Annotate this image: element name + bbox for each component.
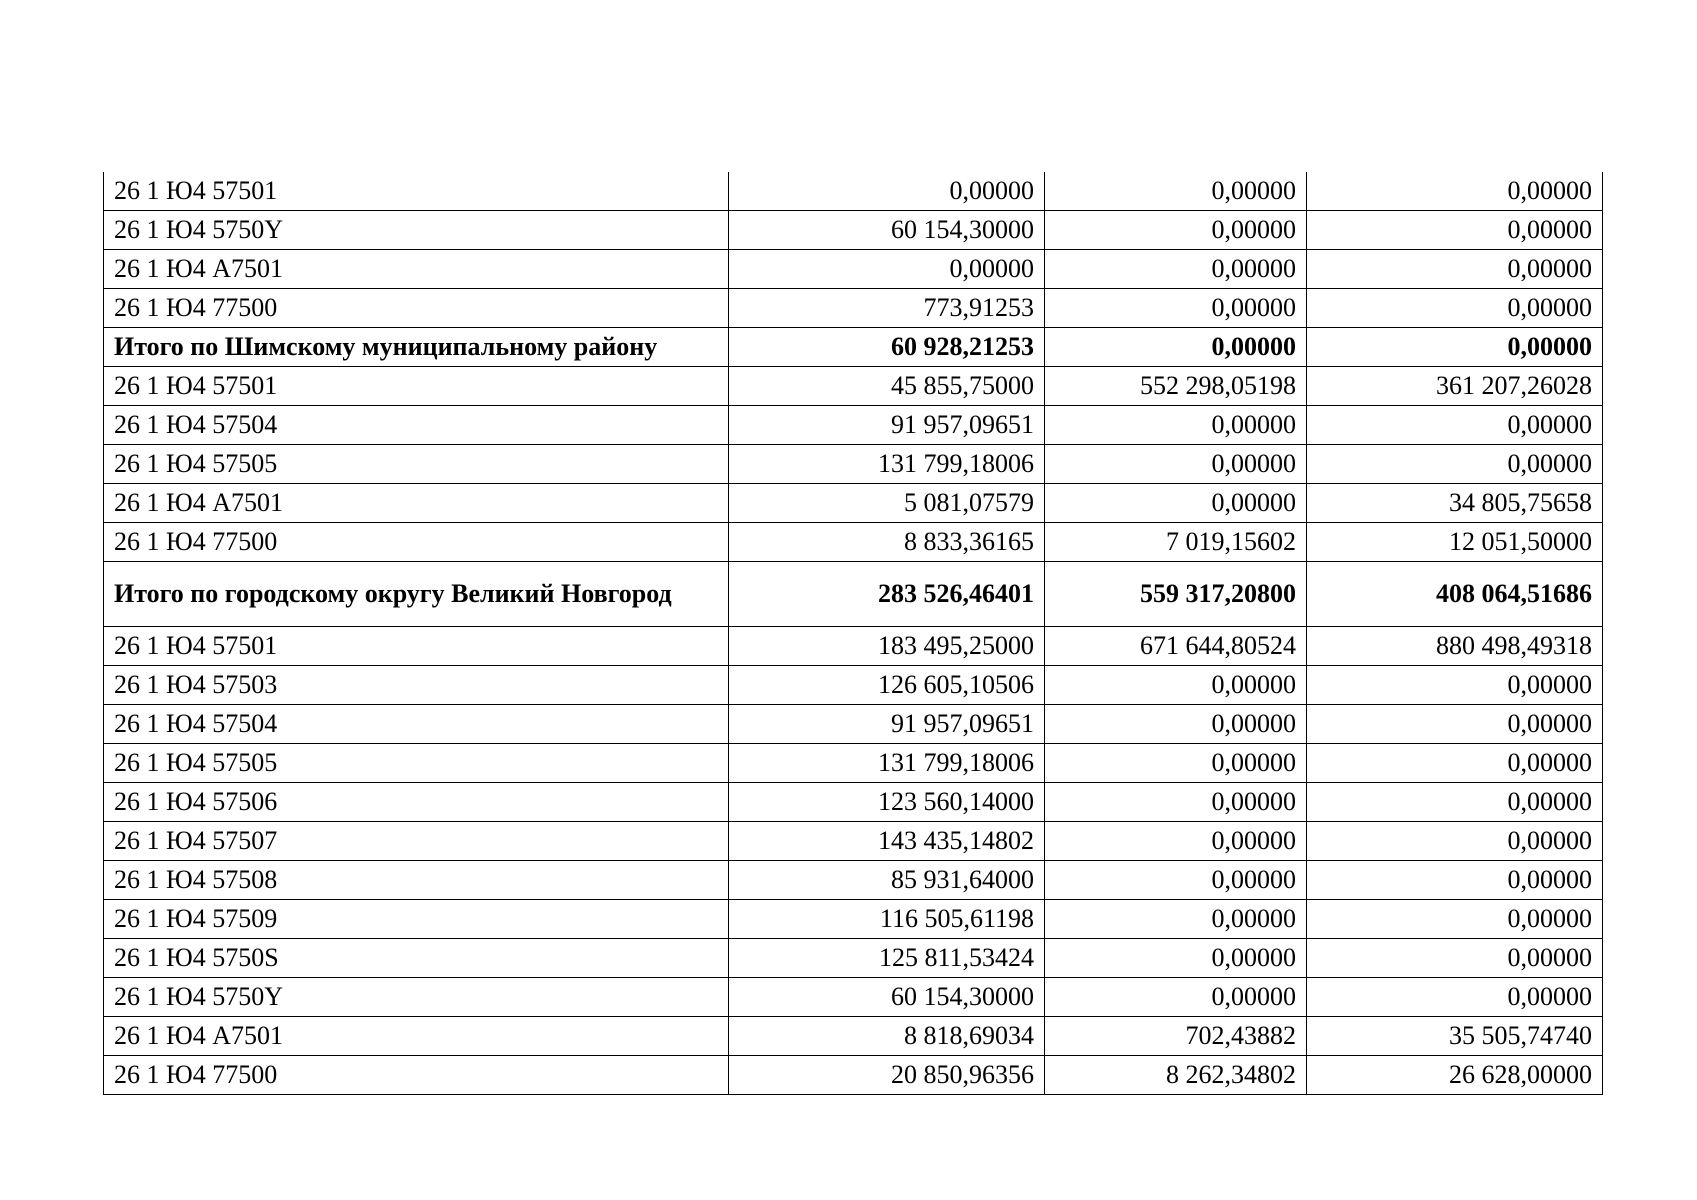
table-row [104,783,1603,822]
row-label-cell: 26 1 Ю4 A7501 [104,250,729,289]
value-cell-3: 34 805,75658 [1307,484,1603,523]
row-label-cell: 26 1 Ю4 57505 [104,744,729,783]
value-cell-1: 183 495,25000 [729,627,1045,666]
value-cell-1: 85 931,64000 [729,861,1045,900]
value-cell-1: 773,91253 [729,289,1045,328]
table-row [104,666,1603,705]
value-cell-1: 0,00000 [729,250,1045,289]
row-label-cell: 26 1 Ю4 57501 [104,627,729,666]
value-cell-2: 0,00000 [1045,822,1307,861]
value-cell-1: 116 505,61198 [729,900,1045,939]
value-cell-2: 552 298,05198 [1045,367,1307,406]
value-cell-3: 408 064,51686 [1307,562,1603,627]
row-label-cell: 26 1 Ю4 77500 [104,289,729,328]
value-cell-3: 361 207,26028 [1307,367,1603,406]
value-cell-3: 0,00000 [1307,328,1603,367]
value-cell-2: 0,00000 [1045,406,1307,445]
table-row [104,705,1603,744]
table-row [104,406,1603,445]
table-row [104,211,1603,250]
value-cell-2: 0,00000 [1045,172,1307,211]
value-cell-2: 0,00000 [1045,250,1307,289]
value-cell-2: 0,00000 [1045,328,1307,367]
table-row [104,250,1603,289]
value-cell-1: 60 928,21253 [729,328,1045,367]
value-cell-2: 7 019,15602 [1045,523,1307,562]
value-cell-2: 0,00000 [1045,861,1307,900]
value-cell-1: 8 818,69034 [729,1017,1045,1056]
value-cell-3: 0,00000 [1307,861,1603,900]
value-cell-2: 8 262,34802 [1045,1056,1307,1095]
value-cell-1: 0,00000 [729,172,1045,211]
value-cell-3: 26 628,00000 [1307,1056,1603,1095]
value-cell-2: 0,00000 [1045,900,1307,939]
value-cell-2: 559 317,20800 [1045,562,1307,627]
value-cell-3: 0,00000 [1307,783,1603,822]
row-label-cell: 26 1 Ю4 57508 [104,861,729,900]
row-label-cell: 26 1 Ю4 77500 [104,1056,729,1095]
table-row [104,172,1603,211]
row-label-cell: 26 1 Ю4 5750Y [104,211,729,250]
value-cell-3: 0,00000 [1307,822,1603,861]
value-cell-3: 0,00000 [1307,939,1603,978]
row-label-cell: 26 1 Ю4 57503 [104,666,729,705]
value-cell-2: 0,00000 [1045,744,1307,783]
row-label-cell: 26 1 Ю4 A7501 [104,1017,729,1056]
value-cell-1: 126 605,10506 [729,666,1045,705]
table-row [104,484,1603,523]
value-cell-2: 671 644,80524 [1045,627,1307,666]
value-cell-3: 880 498,49318 [1307,627,1603,666]
value-cell-2: 0,00000 [1045,211,1307,250]
row-label-cell: 26 1 Ю4 57501 [104,172,729,211]
table-body [104,172,1603,1095]
value-cell-3: 35 505,74740 [1307,1017,1603,1056]
value-cell-2: 0,00000 [1045,666,1307,705]
table-row [104,861,1603,900]
value-cell-1: 283 526,46401 [729,562,1045,627]
total-row [104,328,1603,367]
value-cell-2: 0,00000 [1045,484,1307,523]
value-cell-1: 143 435,14802 [729,822,1045,861]
table-row [104,900,1603,939]
value-cell-1: 91 957,09651 [729,705,1045,744]
value-cell-1: 20 850,96356 [729,1056,1045,1095]
table-row [104,744,1603,783]
value-cell-1: 131 799,18006 [729,445,1045,484]
row-label-cell: 26 1 Ю4 57505 [104,445,729,484]
row-label-cell: 26 1 Ю4 77500 [104,523,729,562]
table-row [104,627,1603,666]
value-cell-1: 8 833,36165 [729,523,1045,562]
value-cell-1: 5 081,07579 [729,484,1045,523]
value-cell-3: 0,00000 [1307,289,1603,328]
value-cell-1: 91 957,09651 [729,406,1045,445]
value-cell-2: 0,00000 [1045,783,1307,822]
row-label-cell: 26 1 Ю4 57501 [104,367,729,406]
value-cell-3: 0,00000 [1307,172,1603,211]
row-label-cell: 26 1 Ю4 5750S [104,939,729,978]
table-row [104,523,1603,562]
table-row [104,367,1603,406]
value-cell-3: 0,00000 [1307,900,1603,939]
value-cell-3: 0,00000 [1307,211,1603,250]
value-cell-1: 123 560,14000 [729,783,1045,822]
table-row [104,822,1603,861]
value-cell-1: 60 154,30000 [729,211,1045,250]
value-cell-3: 0,00000 [1307,705,1603,744]
row-label-cell: 26 1 Ю4 57504 [104,705,729,744]
table-row [104,289,1603,328]
value-cell-1: 45 855,75000 [729,367,1045,406]
row-label-cell: Итого по Шимскому муниципальному району [104,328,729,367]
row-label-cell: 26 1 Ю4 5750Y [104,978,729,1017]
value-cell-2: 0,00000 [1045,445,1307,484]
value-cell-2: 0,00000 [1045,939,1307,978]
value-cell-2: 702,43882 [1045,1017,1307,1056]
value-cell-3: 0,00000 [1307,978,1603,1017]
value-cell-3: 0,00000 [1307,445,1603,484]
value-cell-3: 0,00000 [1307,666,1603,705]
value-cell-1: 60 154,30000 [729,978,1045,1017]
budget-table [103,172,1603,1095]
total-row [104,562,1603,627]
value-cell-1: 131 799,18006 [729,744,1045,783]
table-row [104,445,1603,484]
value-cell-2: 0,00000 [1045,978,1307,1017]
table-row [104,978,1603,1017]
table-row [104,1017,1603,1056]
row-label-cell: 26 1 Ю4 57509 [104,900,729,939]
row-label-cell: 26 1 Ю4 57506 [104,783,729,822]
value-cell-3: 0,00000 [1307,744,1603,783]
row-label-cell: 26 1 Ю4 57504 [104,406,729,445]
row-label-cell: 26 1 Ю4 A7501 [104,484,729,523]
value-cell-3: 12 051,50000 [1307,523,1603,562]
value-cell-3: 0,00000 [1307,406,1603,445]
value-cell-3: 0,00000 [1307,250,1603,289]
table-row [104,1056,1603,1095]
value-cell-2: 0,00000 [1045,289,1307,328]
row-label-cell: 26 1 Ю4 57507 [104,822,729,861]
value-cell-1: 125 811,53424 [729,939,1045,978]
table-row [104,939,1603,978]
value-cell-2: 0,00000 [1045,705,1307,744]
row-label-cell: Итого по городскому округу Великий Новгород [104,562,729,627]
